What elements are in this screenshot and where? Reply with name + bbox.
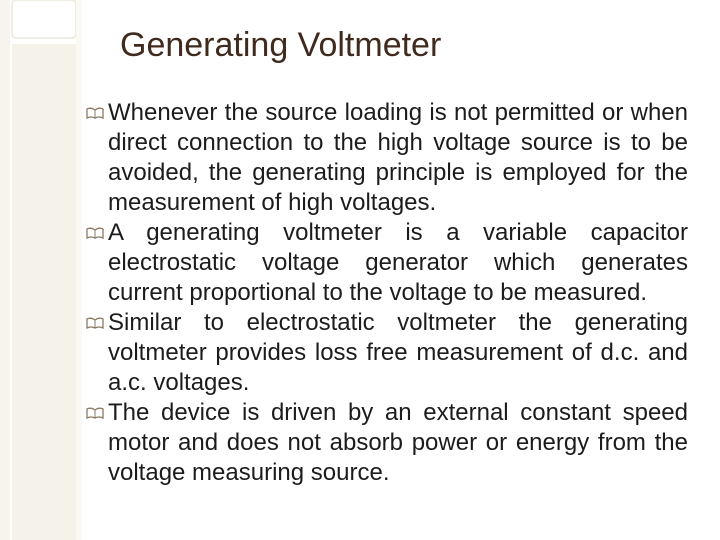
bullet-text: The device is driven by an external constant speed motor and does not absorb power or energy from the voltage measuring source. bbox=[108, 399, 688, 486]
bullet-item bbox=[86, 398, 688, 488]
bullet-text: Whenever the source loading is not permitted or when direct connection to the high voltage source is to be avoided, the generating principle is employed for the measurement of high voltages. bbox=[108, 99, 688, 216]
bullet-item bbox=[86, 308, 688, 398]
bullet-list bbox=[86, 98, 688, 488]
book-icon bbox=[86, 227, 104, 239]
book-icon bbox=[86, 317, 104, 329]
bullet-text: Similar to electrostatic voltmeter the generating voltmeter provides loss free measurement of d.c. and a.c. voltages. bbox=[108, 309, 688, 396]
slide-title: Generating Voltmeter bbox=[120, 26, 442, 64]
bullet-item bbox=[86, 218, 688, 308]
bullet-item bbox=[86, 98, 688, 218]
book-icon bbox=[86, 107, 104, 119]
book-icon bbox=[86, 407, 104, 419]
bullet-text: A generating voltmeter is a variable capacitor electrostatic voltage generator which generates current proportional to the voltage to be measured. bbox=[108, 219, 688, 306]
background-decoration bbox=[0, 0, 90, 540]
